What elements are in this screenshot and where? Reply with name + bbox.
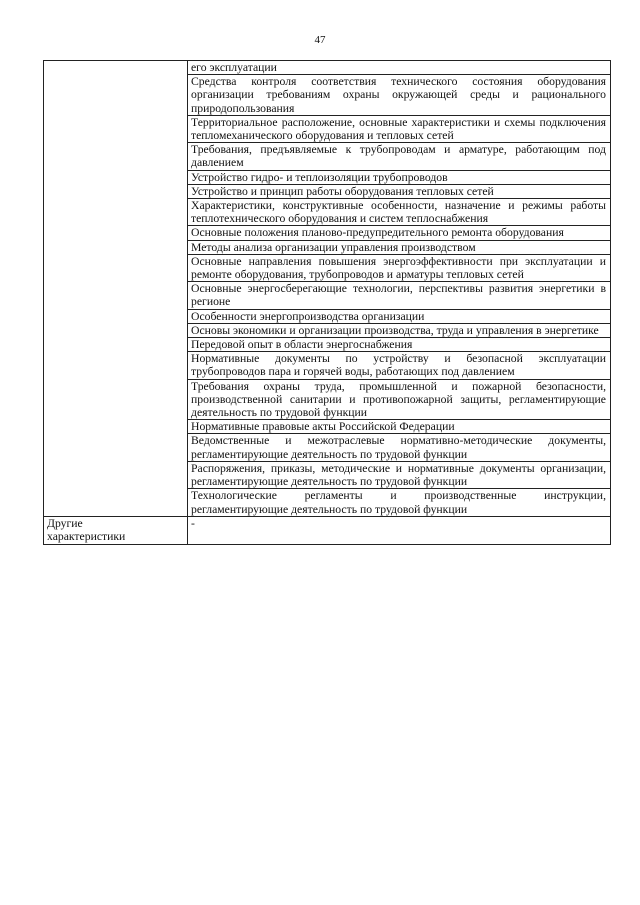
knowledge-item	[188, 461, 611, 488]
knowledge-item	[188, 434, 611, 461]
knowledge-item-text: Передовой опыт в области энергоснабжения	[191, 338, 413, 352]
other-characteristics-label: Другие характеристики	[44, 516, 188, 544]
page-number: 47	[314, 34, 326, 46]
knowledge-item-text: Распоряжения, приказы, методические и нормативные документы организации, регламентирующие деятельность по трудовой функции	[191, 461, 606, 489]
knowledge-item	[188, 143, 611, 170]
knowledge-item	[188, 115, 611, 142]
knowledge-item	[188, 240, 611, 254]
knowledge-item-text: Основные направления повышения энергоэффективности при эксплуатации и ремонте оборудования, трубопроводов и арматуры тепловых сетей	[191, 254, 606, 282]
other-characteristics-value: -	[188, 516, 611, 544]
left-label-cell	[44, 61, 188, 517]
knowledge-item-text: Требования охраны труда, промышленной и пожарной безопасности, производственной санитарии и противопожарной защиты, регламентирующие деятельность по трудовой функции	[191, 379, 606, 420]
knowledge-table	[43, 60, 611, 545]
knowledge-item	[188, 309, 611, 323]
knowledge-item-text: Требования, предъявляемые к трубопроводам и арматуре, работающим под давлением	[191, 143, 606, 170]
knowledge-item	[188, 489, 611, 516]
knowledge-item-text: Особенности энергопроизводства организации	[191, 309, 425, 323]
knowledge-item-text: Нормативные правовые акты Российской Федерации	[191, 420, 455, 434]
knowledge-item	[188, 226, 611, 240]
knowledge-item-text: Методы анализа организации управления производством	[191, 240, 476, 254]
knowledge-item-text: Нормативные документы по устройству и безопасной эксплуатации трубопроводов пара и горячей воды, работающих под давлением	[191, 352, 606, 379]
knowledge-item-text: Устройство и принцип работы оборудования тепловых сетей	[191, 184, 494, 198]
knowledge-item	[188, 254, 611, 281]
knowledge-item-text: Технологические регламенты и производственные инструкции, регламентирующие деятельность по трудовой функции	[191, 489, 606, 516]
knowledge-item-text: Основные положения планово-предупредительного ремонта оборудования	[191, 226, 564, 240]
knowledge-item-text: Территориальное расположение, основные характеристики и схемы подключения тепломеханического оборудования и тепловых сетей	[191, 115, 606, 143]
other-characteristics-row	[44, 516, 611, 544]
knowledge-item-text: Основные энергосберегающие технологии, перспективы развития энергетики в регионе	[191, 282, 606, 309]
knowledge-item-text: Характеристики, конструктивные особенности, назначение и режимы работы теплотехнического оборудования и систем теплоснабжения	[191, 199, 606, 226]
knowledge-item	[188, 75, 611, 116]
knowledge-item	[188, 323, 611, 337]
knowledge-item	[188, 61, 611, 75]
knowledge-item-text: его эксплуатации	[191, 61, 277, 74]
knowledge-item-text: Основы экономики и организации производства, труда и управления в энергетике	[191, 323, 599, 337]
table-row	[44, 61, 611, 75]
knowledge-item	[188, 379, 611, 420]
knowledge-item-text: Устройство гидро- и теплоизоляции трубопроводов	[191, 170, 448, 184]
knowledge-item	[188, 338, 611, 352]
knowledge-item	[188, 282, 611, 309]
knowledge-item-text: Средства контроля соответствия технического состояния оборудования организации требованиям охраны окружающей среды и рационального природопользования	[191, 75, 606, 115]
knowledge-item	[188, 170, 611, 184]
knowledge-item	[188, 420, 611, 434]
knowledge-item	[188, 199, 611, 226]
knowledge-item-text: Ведомственные и межотраслевые нормативно-методические документы, регламентирующие деятельность по трудовой функции	[191, 434, 606, 461]
knowledge-item	[188, 184, 611, 198]
knowledge-item	[188, 352, 611, 379]
